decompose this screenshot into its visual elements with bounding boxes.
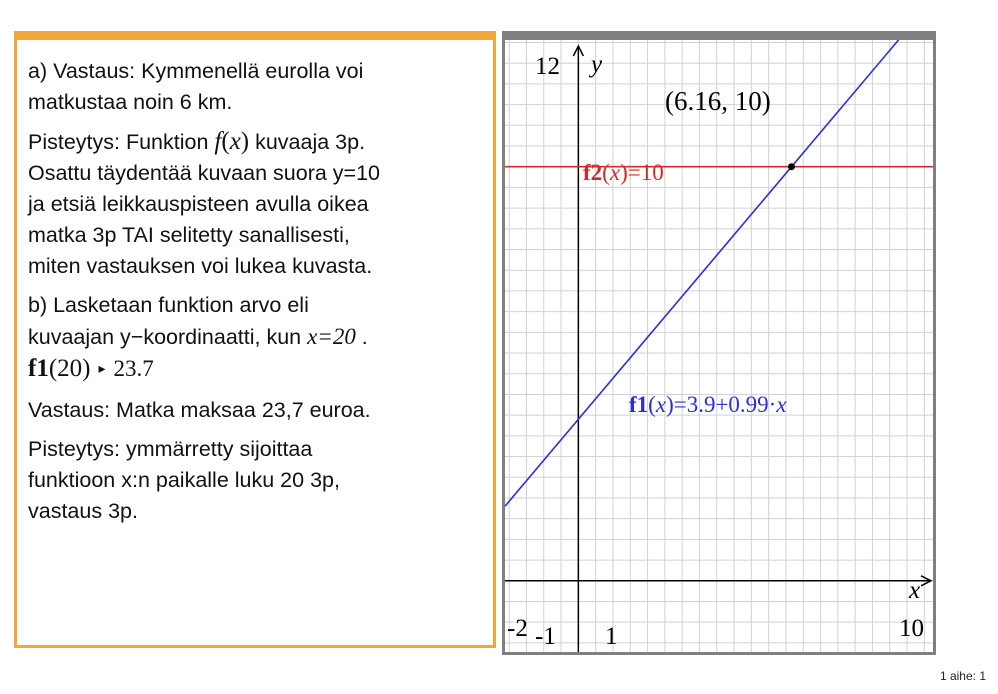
calc-arrow-icon: ▸ (98, 361, 106, 377)
math-x-equals-20: x=20 (307, 324, 356, 349)
scoring-a-line5: miten vastauksen voi lukea kuvasta. (28, 254, 373, 278)
scoring-a-line3: ja etsiä leikkauspisteen avulla oikea (28, 192, 369, 216)
x-min-tick-label: -2 (507, 615, 528, 642)
scoring-b-line2: funktioon x:n paikalle luku 20 3p, (28, 468, 340, 492)
scoring-b (28, 434, 483, 527)
scoring-a (28, 126, 483, 282)
function-notation: f(x) (214, 128, 250, 155)
part-b-line1: b) Lasketaan funktion arvo eli (28, 293, 309, 317)
intersection-label: (6.16, 10) (665, 86, 771, 116)
scoring-b-line1: Pisteytys: ymmärretty sijoittaa (28, 437, 313, 461)
scoring-a-prefix: Pisteytys: Funktion (28, 130, 215, 154)
part-b-line2 (28, 325, 368, 349)
f1-label[interactable] (629, 392, 787, 417)
axes (505, 46, 931, 652)
page-indicator: 1 aihe: 1 (939, 669, 986, 683)
f1-label-name: f1 (629, 392, 649, 417)
answer-b-text: Vastaus: Matka maksaa 23,7 euroa. (28, 398, 371, 422)
calc-function-name: f1 (28, 355, 49, 382)
intersection-point[interactable] (788, 163, 795, 170)
graph-panel[interactable] (502, 31, 936, 655)
x-neg1-tick-label: -1 (535, 623, 556, 650)
f1-close-paren: ) (666, 392, 674, 417)
y-max-tick-label: 12 (535, 53, 560, 80)
answer-b (28, 395, 483, 426)
answer-a (28, 56, 483, 118)
scoring-a-line2: Osattu täydentää kuvaan suora y=10 (28, 161, 380, 185)
f1-label-var: x (655, 392, 667, 417)
scoring-a-suffix: kuvaaja 3p. (249, 130, 366, 154)
scoring-a-line4: matka 3p TAI selitetty sanallisesti, (28, 223, 350, 247)
scoring-a-line1 (28, 130, 365, 154)
f1-open-paren: ( (648, 392, 656, 417)
f2-label[interactable] (583, 160, 664, 185)
graph-canvas[interactable] (505, 40, 933, 652)
part-b-line2-end: . (355, 325, 368, 349)
part-b (28, 290, 483, 353)
f2-label-rest: =10 (627, 160, 664, 185)
f1-label-rest: =3.9+0.99· (673, 392, 777, 417)
f1-label-x: x (776, 392, 787, 417)
function-arg: x (229, 128, 241, 155)
x-axis-label: x (909, 577, 921, 604)
calculation-row[interactable] (28, 353, 483, 385)
part-b-line2-text: kuvaajan y−koordinaatti, kun (28, 325, 308, 349)
notes-panel[interactable] (14, 31, 496, 648)
calc-argument: (20) (48, 355, 91, 382)
y-axis-label: y (591, 51, 603, 78)
grid-lines (505, 40, 933, 652)
f2-close-paren: ) (620, 160, 628, 185)
f2-open-paren: ( (602, 160, 610, 185)
function-name: f (214, 128, 222, 155)
x-max-tick-label: 10 (899, 615, 924, 642)
f2-label-var: x (609, 160, 621, 185)
calc-result: 23.7 (113, 356, 154, 381)
x-one-tick-label: 1 (605, 623, 618, 650)
answer-a-line2: matkustaa noin 6 km. (28, 90, 233, 114)
f2-label-name: f2 (583, 160, 603, 185)
scoring-b-line3: vastaus 3p. (28, 499, 138, 523)
answer-a-line1: a) Vastaus: Kymmenellä eurolla voi (28, 59, 364, 83)
